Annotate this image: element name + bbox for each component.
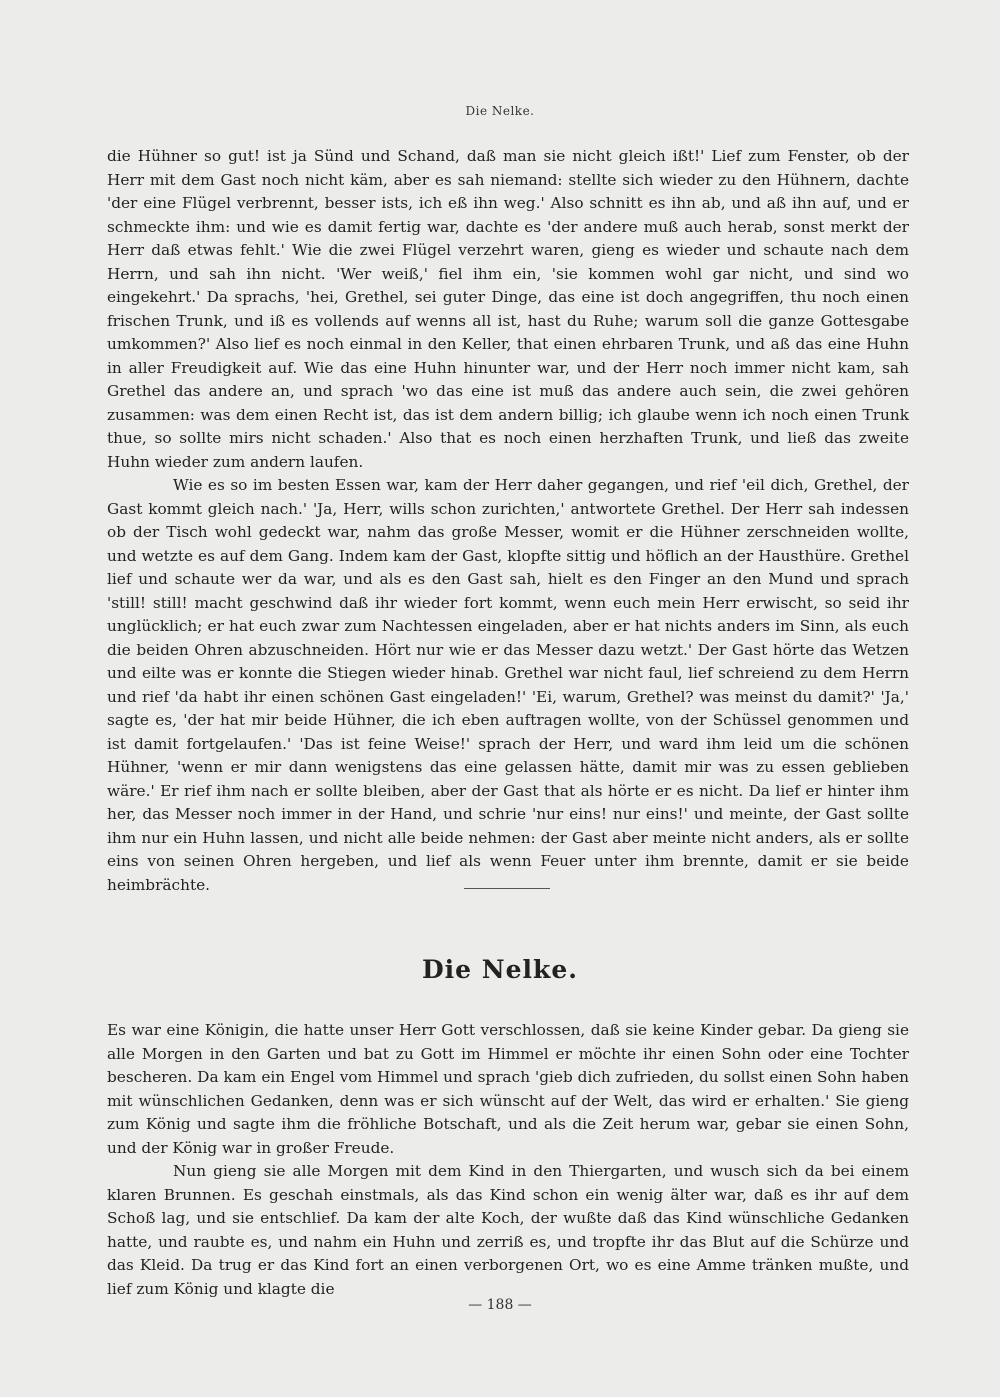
running-head: Die Nelke. bbox=[465, 104, 535, 118]
paragraph: die Hühner so gut! ist ja Sünd und Schand, daß man sie nicht gleich ißt!' Lief zum Fenster, ob der Herr mit dem Gast noch nicht käm, aber es sah niemand: stellte sich wieder zu den Hühnern, dachte 'der eine Flügel verbrennt, besser ists, ich eß ihn weg.' Also schnitt es ihn ab, und aß ihn auf, und er schmeckte ihm: und wie es damit fertig war, dachte es 'der andere muß auch herab, sonst merkt der Herr daß etwas fehlt.' Wie die zwei Flügel verzehrt waren, gieng es wieder und schaute nach dem Herrn, und sah ihn nicht. 'Wer weiß,' fiel ihm ein, 'sie kommen wohl gar nicht, und sind wo eingekehrt.' Da sprachs, 'hei, Grethel, sei guter Dinge, das eine ist doch angegriffen, thu noch einen frischen Trunk, und iß es vollends auf wenns all ist, hast du Ruhe; warum soll die ganze Gottesgabe umkommen?' Also lief es noch einmal in den Keller, that einen ehrbaren Trunk, und aß das eine Huhn in aller Freudigkeit auf. Wie das eine Huhn hinunter war, und der Herr noch immer nicht kam, sah Grethel das andere an, und sprach 'wo das eine ist muß das andere auch sein, die zwei gehören zusammen: was dem einen Recht ist, das ist dem andern billig; ich glaube wenn ich noch einen Trunk thue, so sollte mirs nicht schaden.' Also that es noch einen herzhaften Trunk, und ließ das zweite Huhn wieder zum andern laufen. bbox=[107, 147, 909, 471]
section-divider bbox=[464, 888, 550, 889]
page-number: — 188 — bbox=[468, 1297, 532, 1313]
story-body bbox=[107, 1019, 909, 1301]
paragraph: Wie es so im besten Essen war, kam der Herr daher gegangen, und rief 'eil dich, Grethel, der Gast kommt gleich nach.' 'Ja, Herr, wills schon zurichten,' antwortete Grethel. Der Herr sah indessen ob der Tisch wohl gedeckt war, nahm das große Messer, womit er die Hühner zerschneiden wollte, und wetzte es auf dem Gang. Indem kam der Gast, klopfte sittig und höflich an der Hausthüre. Grethel lief und schaute wer da war, und als es den Gast sah, hielt es den Finger an den Mund und sprach 'still! still! macht geschwind daß ihr wieder fort kommt, wenn euch mein Herr erwischt, so seid ihr unglücklich; er hat euch zwar zum Nachtessen eingeladen, aber er hat nichts anders im Sinn, als euch die beiden Ohren abzuschneiden. Hört nur wie er das Messer dazu wetzt.' Der Gast hörte das Wetzen und eilte was er konnte die Stiegen wieder hinab. Grethel war nicht faul, lief schreiend zu dem Herrn und rief 'da habt ihr einen schönen Gast eingeladen!' 'Ei, warum, Grethel? was meinst du damit?' 'Ja,' sagte es, 'der hat mir beide Hühner, die ich eben auftragen wollte, von der Schüssel genommen und ist damit fortgelaufen.' 'Das ist feine Weise!' sprach der Herr, und ward ihm leid um die schönen Hühner, 'wenn er mir dann wenigstens das eine gelassen hätte, damit mir was zu essen geblieben wäre.' Er rief ihm nach er sollte bleiben, aber der Gast that als hörte er es nicht. Da lief er hinter ihm her, das Messer noch immer in der Hand, und schrie 'nur eins! nur eins!' und meinte, der Gast sollte ihm nur ein Huhn lassen, und nicht alle beide nehmen: der Gast aber meinte nicht anders, als er sollte eins von seinen Ohren hergeben, und lief als wenn Feuer unter ihm brennte, damit er sie beide heimbrächte. bbox=[107, 476, 909, 894]
paragraph: Nun gieng sie alle Morgen mit dem Kind in den Thiergarten, und wusch sich da bei einem klaren Brunnen. Es geschah einstmals, als das Kind schon ein wenig älter war, daß es ihr auf dem Schoß lag, und sie entschlief. Da kam der alte Koch, der wußte daß das Kind wünschliche Gedanken hatte, und raubte es, und nahm ein Huhn und zerriß es, und tropfte ihr das Blut auf die Schürze und das Kleid. Da trug er das Kind fort an einen verborgenen Ort, wo es eine Amme tränken mußte, und lief zum König und klagte die bbox=[107, 1162, 909, 1298]
story-title: Die Nelke. bbox=[422, 955, 578, 984]
previous-story-ending bbox=[107, 145, 909, 897]
paragraph: Es war eine Königin, die hatte unser Herr Gott verschlossen, daß sie keine Kinder gebar. Da gieng sie alle Morgen in den Garten und bat zu Gott im Himmel er möchte ihr einen Sohn oder eine Tochter bescheren. Da kam ein Engel vom Himmel und sprach 'gieb dich zufrieden, du sollst einen Sohn haben mit wünschlichen Gedanken, denn was er sich wünscht auf der Welt, das wird er erhalten.' Sie gieng zum König und sagte ihm die fröhliche Botschaft, und als die Zeit herum war, gebar sie einen Sohn, und der König war in großer Freude. bbox=[107, 1021, 909, 1157]
